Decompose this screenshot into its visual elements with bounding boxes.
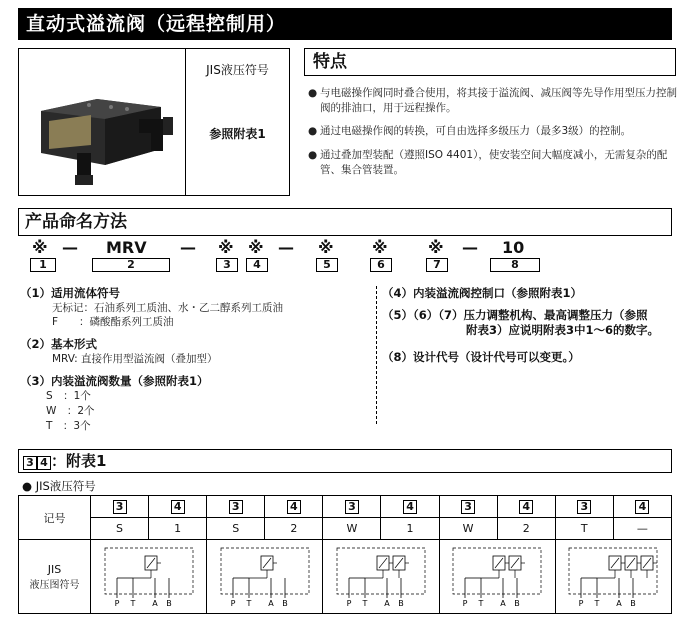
hydraulic-symbol [447, 542, 547, 608]
port-label: A [500, 599, 506, 608]
code-part: — [278, 238, 294, 257]
table-cell [497, 496, 555, 518]
number-box: 3 [23, 456, 37, 470]
code-part: — [62, 238, 78, 257]
feature-item [306, 148, 678, 178]
table-subtitle: ● JIS液压符号 [22, 479, 96, 493]
table-cell: 1 [149, 518, 207, 540]
port-label: T [478, 599, 484, 608]
section-heading-cont: 附表3）应说明附表3中1～6的数字。 [466, 323, 660, 337]
symbol-cell [323, 540, 439, 614]
table-cell [613, 496, 671, 518]
product-box [18, 48, 290, 196]
symbol-cell [555, 540, 671, 614]
port-label: P [346, 599, 352, 608]
features-section [304, 48, 676, 196]
section-line: S ：1个 [46, 390, 91, 402]
number-box: 3 [113, 500, 127, 514]
number-box: 4 [519, 500, 533, 514]
number-box: 6 [370, 258, 392, 272]
table-cell: — [613, 518, 671, 540]
naming-title: 产品命名方法 [18, 208, 672, 236]
page-title: 直动式溢流阀（远程控制用） [18, 8, 672, 40]
jis-table [18, 495, 672, 614]
code-part: ※ [218, 238, 234, 257]
port-label: B [514, 599, 520, 608]
table-cell: S [207, 518, 265, 540]
table-cell: W [323, 518, 381, 540]
table-cell [323, 496, 381, 518]
number-box: 4 [287, 500, 301, 514]
code-part: ※ [32, 238, 48, 257]
code-part: ※ [318, 238, 334, 257]
port-label: B [630, 599, 637, 608]
section-heading: （1）适用流体符号 [20, 286, 121, 300]
section-heading: （5）（6）（7）压力调整机构、最高调整压力（参照 [382, 308, 648, 322]
number-box: 5 [316, 258, 338, 272]
feature-text: 与电磁操作阀同时叠合使用，将其接于溢流阀、减压阀等先导作用型压力控制阀的排油口，用于远程操作。 [320, 87, 677, 114]
number-box: 3 [577, 500, 591, 514]
port-label: P [578, 599, 584, 608]
port-label: A [268, 599, 274, 608]
code-part: MRV [106, 238, 147, 257]
section-line: MRV: 直接作用型溢流阀（叠加型） [52, 353, 218, 365]
port-label: A [616, 599, 623, 608]
section-heading: （3）内装溢流阀数量（参照附表1） [20, 374, 209, 388]
table-title-text: ：附表1 [51, 452, 107, 470]
feature-item [306, 86, 678, 116]
port-label: B [398, 599, 404, 608]
table-row [19, 540, 672, 614]
product-image [19, 49, 185, 195]
table-row [19, 518, 672, 540]
number-box: 4 [246, 258, 268, 272]
code-part: ※ [248, 238, 264, 257]
port-label: P [114, 599, 120, 608]
table-cell [381, 496, 439, 518]
section-heading: （8）设计代号（设计代号可以变更。） [382, 350, 580, 364]
number-box: 3 [461, 500, 475, 514]
port-label: T [594, 599, 600, 608]
section-line: 无标记：石油系列工质油、水・乙二醇系列工质油 [52, 302, 283, 314]
number-box: 3 [229, 500, 243, 514]
hydraulic-symbol [215, 542, 315, 608]
symbol-cell [439, 540, 555, 614]
port-label: T [246, 599, 252, 608]
code-part: — [180, 238, 196, 257]
section-heading: （2）基本形式 [20, 337, 98, 351]
bullet-icon: ● [308, 87, 318, 99]
features-title: 特点 [304, 48, 676, 76]
code-part: ※ [372, 238, 388, 257]
divider [376, 286, 377, 424]
code-part: ※ [428, 238, 444, 257]
jis-column [185, 49, 289, 195]
number-box: 2 [92, 258, 170, 272]
port-label: T [130, 599, 136, 608]
jis-symbol-label: JIS液压符号 [206, 63, 269, 77]
number-box: 1 [30, 258, 56, 272]
port-label: P [462, 599, 468, 608]
table-cell: T [555, 518, 613, 540]
table-cell: 2 [497, 518, 555, 540]
port-label: B [165, 599, 172, 608]
table-cell: 2 [265, 518, 323, 540]
port-label: T [362, 599, 368, 608]
table-cell [149, 496, 207, 518]
feature-item [306, 124, 678, 139]
row-header [19, 540, 91, 614]
code-part: 10 [502, 238, 525, 257]
number-box: 3 [345, 500, 359, 514]
table-cell [439, 496, 497, 518]
section-line: W ：2个 [46, 405, 95, 417]
number-box: 7 [426, 258, 448, 272]
feature-text: 通过电磁操作阀的转换，可自由选择多级压力（最多3级）的控制。 [320, 125, 632, 137]
bullet-icon: ● [308, 125, 318, 137]
row-header: 记号 [19, 496, 91, 540]
row-header-line: 液压图符号 [29, 579, 80, 591]
section-line: T ：3个 [46, 420, 91, 432]
feature-text: 通过叠加型装配（遵照ISO 4401），使安装空间大幅度减小，无需复杂的配管、集合管装置。 [320, 149, 668, 176]
hydraulic-symbol [563, 542, 663, 608]
number-box: 8 [490, 258, 540, 272]
table-cell [207, 496, 265, 518]
code-part: — [462, 238, 478, 257]
bullet-icon: ● [308, 149, 318, 161]
table-title [18, 449, 672, 473]
hydraulic-symbol [99, 542, 199, 608]
row-header-line: JIS [47, 562, 62, 576]
table-cell: 1 [381, 518, 439, 540]
number-box: 4 [403, 500, 417, 514]
symbol-cell [207, 540, 323, 614]
number-box: 4 [37, 456, 51, 470]
table-cell [265, 496, 323, 518]
number-box: 3 [216, 258, 238, 272]
port-label: A [151, 599, 158, 608]
number-box: 4 [635, 500, 649, 514]
reference-label: 参照附表1 [209, 127, 266, 141]
port-label: P [230, 599, 236, 608]
table-cell: W [439, 518, 497, 540]
number-box: 4 [171, 500, 185, 514]
section-line: F ：磷酸酯系列工质油 [52, 316, 174, 328]
hydraulic-symbol [331, 542, 431, 608]
table-cell [91, 496, 149, 518]
table-cell: S [91, 518, 149, 540]
port-label: B [282, 599, 288, 608]
section-heading: （4）内装溢流阀控制口（参照附表1） [382, 286, 583, 300]
table-cell [555, 496, 613, 518]
port-label: A [384, 599, 390, 608]
table-row [19, 496, 672, 518]
symbol-cell [91, 540, 207, 614]
